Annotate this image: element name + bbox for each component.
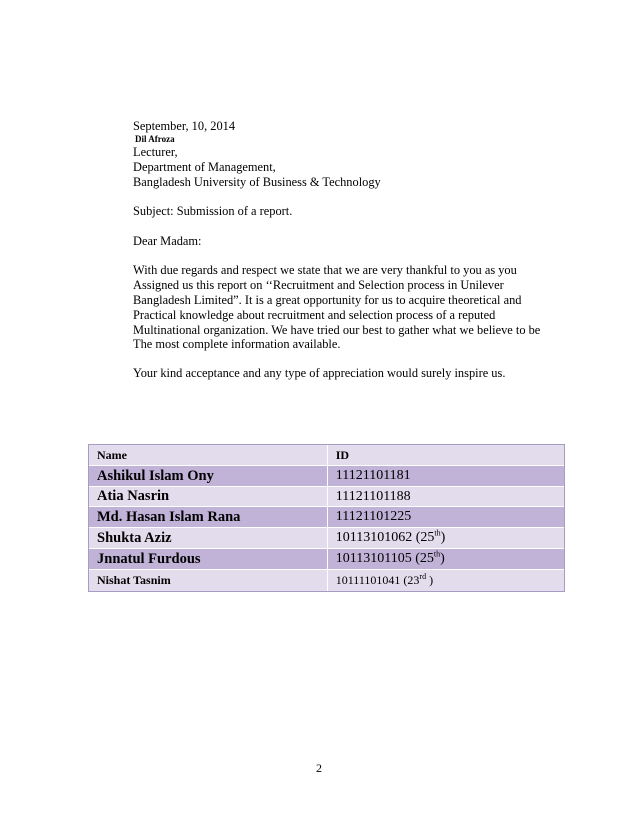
- member-name: Shukta Aziz: [89, 528, 328, 549]
- table-row: [89, 549, 564, 570]
- letter-subject: Subject: Submission of a report.: [133, 204, 293, 218]
- id-main: 10113101062 (25: [335, 530, 435, 545]
- group-members-table: [88, 444, 565, 592]
- member-id: [328, 549, 564, 570]
- table-row: [89, 570, 564, 591]
- member-id: [328, 528, 564, 549]
- id-ordinal: th: [434, 528, 441, 538]
- member-id: 11121101225: [328, 507, 564, 528]
- id-suffix: ): [440, 530, 446, 545]
- member-name: Jnnatul Furdous: [89, 549, 328, 570]
- body-line: Multinational organization. We have tried our best to gather what we believe to be: [133, 323, 541, 337]
- table-row: [89, 528, 564, 549]
- recipient-name: Dil Afroza: [135, 134, 175, 144]
- letter-salutation: Dear Madam:: [133, 234, 202, 248]
- page-number: 2: [316, 761, 322, 775]
- recipient-title: Lecturer,: [133, 145, 178, 159]
- letter-closing: Your kind acceptance and any type of appreciation would surely inspire us.: [133, 366, 506, 380]
- body-line: The most complete information available.: [133, 337, 341, 351]
- member-name: Nishat Tasnim: [89, 570, 328, 591]
- body-line: Bangladesh Limited”. It is a great opportunity for us to acquire theoretical and: [133, 293, 522, 307]
- id-ordinal: rd: [419, 572, 427, 581]
- recipient-department: Department of Management,: [133, 160, 276, 174]
- member-name: Md. Hasan Islam Rana: [89, 507, 328, 528]
- member-name: Atia Nasrin: [89, 487, 328, 507]
- id-suffix: ): [426, 573, 434, 587]
- table-header-row: [89, 445, 564, 466]
- member-name: Ashikul Islam Ony: [89, 466, 328, 487]
- member-id: 11121101181: [328, 466, 564, 487]
- recipient-university: Bangladesh University of Business & Technology: [133, 175, 381, 189]
- body-line: Assigned us this report on ‘‘Recruitment and Selection process in Unilever: [133, 278, 504, 292]
- id-ordinal: th: [433, 549, 441, 559]
- table-row: [89, 466, 564, 487]
- body-line: Practical knowledge about recruitment and selection process of a reputed: [133, 308, 496, 322]
- member-id: [328, 570, 564, 591]
- header-id: ID: [328, 445, 564, 466]
- letter-date: September, 10, 2014: [133, 119, 236, 133]
- id-suffix: ): [440, 551, 445, 566]
- id-main: 10113101105 (25: [335, 551, 434, 566]
- body-line: With due regards and respect we state that we are very thankful to you as you: [133, 263, 517, 277]
- member-id: 11121101188: [328, 487, 564, 507]
- table-row: [89, 487, 564, 507]
- table-row: [89, 507, 564, 528]
- header-name: Name: [89, 445, 328, 466]
- id-main: 10111101041 (23: [335, 573, 420, 587]
